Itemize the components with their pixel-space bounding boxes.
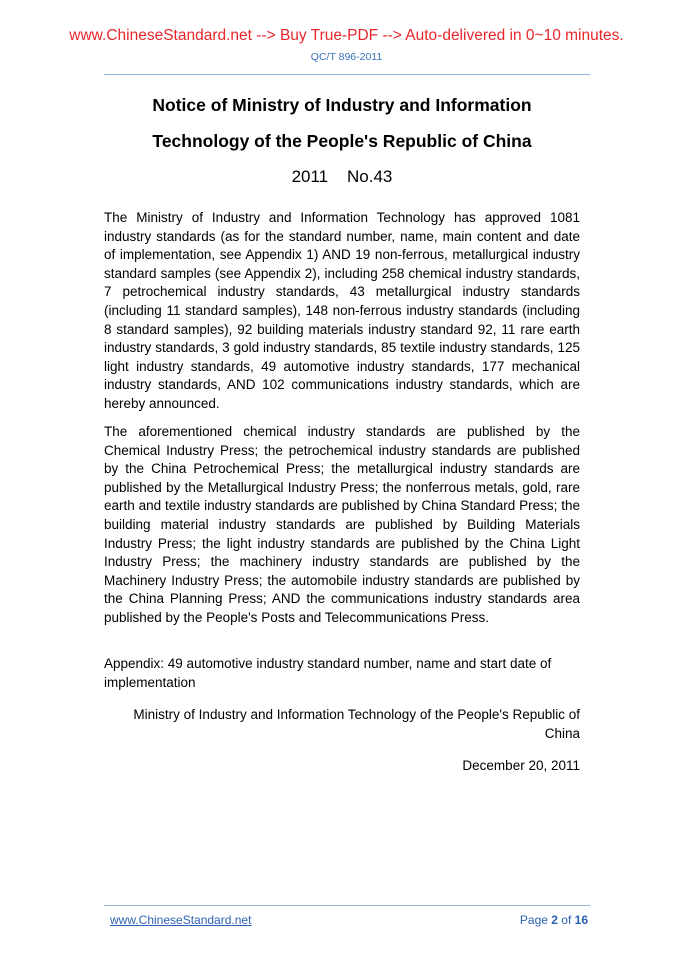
standard-code: QC/T 896-2011 [310, 51, 383, 63]
footer-divider [104, 905, 590, 906]
page-label: Page [519, 913, 552, 927]
page-total: 16 [574, 913, 588, 927]
publishers-paragraph: The aforementioned chemical industry standards are published by the Chemical Industry Press; the petrochemical industry standards are published by the China Petrochemical Press; the metallurgical industry standards are published by the Metallurgical Industry Press; the nonferrous metals, gold, rare earth and textile industry standards are published by China Standard Press; the building material industry standards are published by Building Materials Industry Press; the light industry standards are published by the China Light Industry Press; the machinery industry standards are published by the Machinery Industry Press; the automobile industry standards are published by the China Planning Press; AND the communications industry standards area published by the People's Posts and Telecommunications Press. [104, 424, 580, 625]
page-of-label: of [557, 913, 575, 927]
notice-title-line-2: Technology of the People's Republic of China [152, 131, 532, 151]
page-current: 2 [551, 913, 558, 927]
notice-date: December 20, 2011 [462, 758, 580, 773]
footer-website-link[interactable]: www.ChineseStandard.net [110, 913, 252, 927]
header-divider [104, 74, 590, 75]
promo-banner[interactable]: www.ChineseStandard.net --> Buy True-PDF --> Auto-delivered in 0~10 minutes. [69, 27, 624, 44]
page-indicator [520, 913, 588, 927]
notice-number: 2011 No.43 [291, 167, 393, 186]
appendix-paragraph: Appendix: 49 automotive industry standard number, name and start date of implementation [104, 656, 552, 690]
notice-title-line-1: Notice of Ministry of Industry and Information [152, 95, 532, 115]
signatory: Ministry of Industry and Information Technology of the People's Republic of China [133, 707, 580, 741]
announcement-paragraph: The Ministry of Industry and Information Technology has approved 1081 industry standards (as for the standard number, name, main content and date of implementation, see Appendix 1) AND 19 non-ferrous, metallurgical industry standard samples (see Appendix 2), including 258 chemical industry standards, 7 petrochemical industry standards, 43 metallurgical industry standards (including 11 standard samples), 148 non-ferrous industry standards (including 8 standard samples), 92 building materials industry standard 92, 11 rare earth industry standards, 3 gold industry standards, 85 textile industry standards, 125 light industry standards, 49 automotive industry standards, 177 mechanical industry standards, AND 102 communications industry standards, which are hereby announced. [104, 210, 580, 411]
